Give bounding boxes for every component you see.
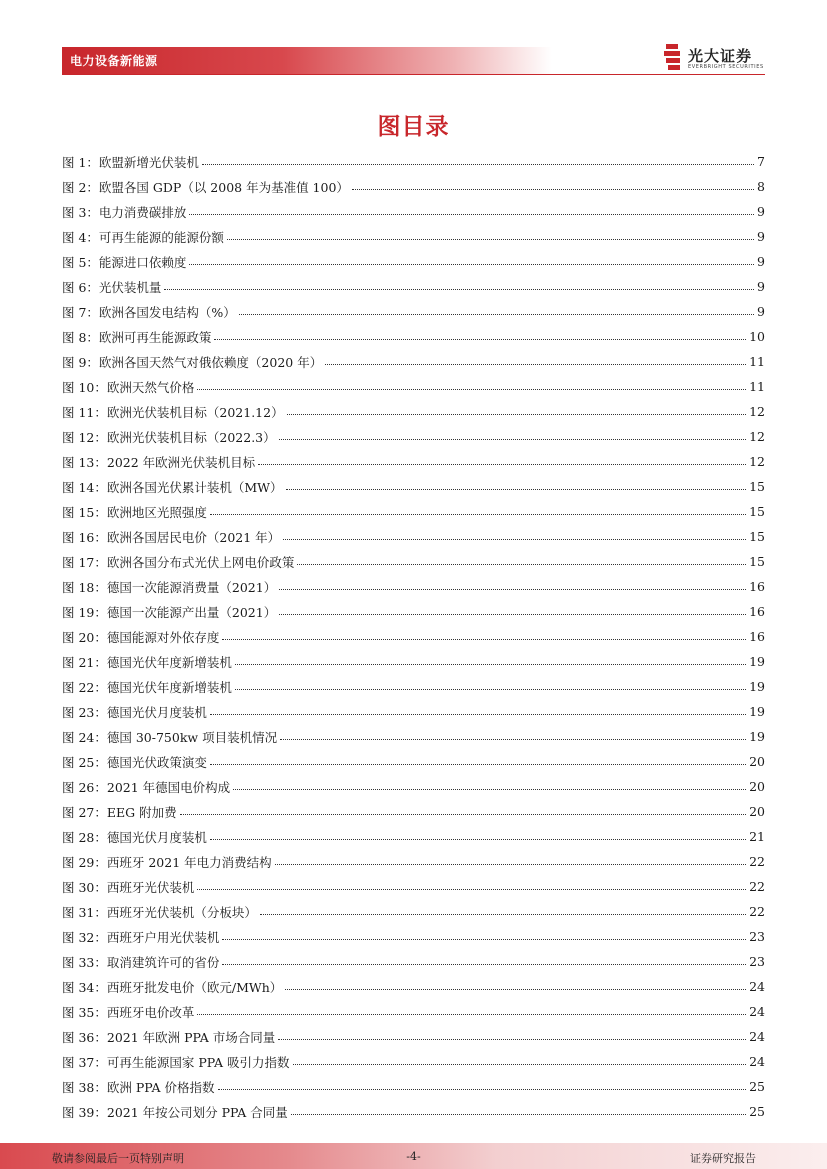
toc-dot-leader [222, 939, 746, 940]
toc-dot-leader [214, 339, 746, 340]
toc-entry[interactable] [62, 999, 765, 1024]
toc-dot-leader [235, 664, 746, 665]
toc-entry[interactable] [62, 849, 765, 874]
toc-entry-label: 图 29：西班牙 2021 年电力消费结构 [62, 854, 272, 870]
toc-entry[interactable] [62, 474, 765, 499]
page-title: 图目录 [377, 114, 450, 140]
toc-dot-leader [291, 1114, 746, 1115]
toc-dot-leader [210, 514, 746, 515]
toc-entry-page: 9 [757, 279, 765, 294]
toc-entry-label: 图 22：德国光伏年度新增装机 [62, 679, 232, 695]
footer-report-type: 证券研究报告 [690, 1152, 756, 1165]
toc-entry[interactable] [62, 524, 765, 549]
toc-entry-page: 16 [749, 579, 765, 594]
toc-dot-leader [278, 1039, 746, 1040]
toc-entry-page: 15 [749, 554, 765, 569]
toc-entry[interactable] [62, 149, 765, 174]
toc-entry-page: 16 [749, 629, 765, 644]
toc-dot-leader [325, 364, 746, 365]
logo [664, 44, 766, 74]
toc-entry[interactable] [62, 199, 765, 224]
toc-entry[interactable] [62, 1024, 765, 1049]
toc-entry-label: 图 8：欧洲可再生能源政策 [62, 329, 212, 345]
toc-dot-leader [260, 914, 746, 915]
toc-entry-page: 16 [749, 604, 765, 619]
toc-entry-label: 图 28：德国光伏月度装机 [62, 829, 207, 845]
toc-dot-leader [197, 1014, 746, 1015]
toc-entry-page: 19 [749, 704, 765, 719]
toc-entry[interactable] [62, 449, 765, 474]
toc-dot-leader [285, 989, 746, 990]
toc-entry-page: 22 [749, 904, 765, 919]
toc-entry[interactable] [62, 949, 765, 974]
toc-entry-page: 21 [749, 829, 765, 844]
page-number: -4- [406, 1150, 421, 1163]
toc-dot-leader [293, 1064, 747, 1065]
toc-entry-label: 图 36：2021 年欧洲 PPA 市场合同量 [62, 1029, 276, 1045]
toc-entry-label: 图 31：西班牙光伏装机（分板块） [62, 904, 257, 920]
toc-entry-page: 9 [757, 304, 765, 319]
toc-entry[interactable] [62, 749, 765, 774]
toc-entry-label: 图 5：能源进口依赖度 [62, 254, 187, 270]
toc-entry[interactable] [62, 424, 765, 449]
toc-entry-label: 图 14：欧洲各国光伏累计装机（MW） [62, 479, 283, 495]
toc-entry-label: 图 27：EEG 附加费 [62, 804, 177, 820]
toc-entry-label: 图 3：电力消费碳排放 [62, 204, 187, 220]
toc-dot-leader [297, 564, 746, 565]
toc-entry[interactable] [62, 724, 765, 749]
toc-dot-leader [258, 464, 746, 465]
toc-dot-leader [279, 589, 746, 590]
toc-entry-label: 图 19：德国一次能源产出量（2021） [62, 604, 277, 620]
toc-entry-label: 图 21：德国光伏年度新增装机 [62, 654, 232, 670]
toc-entry-page: 15 [749, 479, 765, 494]
header-section-title: 电力设备新能源 [70, 54, 158, 68]
logo-subtext: EVERBRIGHT SECURITIES [688, 64, 764, 70]
toc-entry[interactable] [62, 399, 765, 424]
logo-text: 光大证券 [688, 47, 753, 65]
toc-dot-leader [279, 614, 746, 615]
toc-dot-leader [189, 214, 754, 215]
toc-dot-leader [210, 714, 746, 715]
toc-entry[interactable] [62, 824, 765, 849]
toc-dot-leader [352, 189, 754, 190]
toc-dot-leader [210, 839, 746, 840]
toc-entry-page: 11 [749, 379, 765, 394]
toc-entry-page: 9 [757, 204, 765, 219]
toc-entry-label: 图 1：欧盟新增光伏装机 [62, 154, 199, 170]
footer-disclaimer: 敬请参阅最后一页特别声明 [52, 1152, 184, 1165]
toc-entry-page: 9 [757, 229, 765, 244]
toc-dot-leader [287, 414, 747, 415]
header-divider [62, 74, 765, 75]
toc-entry[interactable] [62, 349, 765, 374]
toc-entry[interactable] [62, 924, 765, 949]
toc-entry[interactable] [62, 499, 765, 524]
toc-entry-page: 19 [749, 679, 765, 694]
toc-entry-page: 20 [749, 779, 765, 794]
toc-entry-page: 24 [749, 1029, 765, 1044]
toc-entry-page: 7 [757, 154, 765, 169]
toc-entry-label: 图 37：可再生能源国家 PPA 吸引力指数 [62, 1054, 290, 1070]
toc-entry[interactable] [62, 699, 765, 724]
toc-entry-label: 图 10：欧洲天然气价格 [62, 379, 195, 395]
toc-entry[interactable] [62, 249, 765, 274]
toc-dot-leader [227, 239, 754, 240]
toc-entry[interactable] [62, 574, 765, 599]
toc-entry-label: 图 16：欧洲各国居民电价（2021 年） [62, 529, 281, 545]
toc-entry[interactable] [62, 274, 765, 299]
toc-entry-label: 图 32：西班牙户用光伏装机 [62, 929, 220, 945]
toc-dot-leader [286, 489, 747, 490]
toc-entry-page: 20 [749, 754, 765, 769]
toc-dot-leader [275, 864, 746, 865]
toc-entry-label: 图 24：德国 30-750kw 项目装机情况 [62, 729, 278, 745]
toc-entry[interactable] [62, 299, 765, 324]
toc-entry-page: 10 [749, 329, 765, 344]
toc-entry[interactable] [62, 224, 765, 249]
toc-entry-page: 23 [749, 929, 765, 944]
toc-dot-leader [280, 739, 746, 740]
figure-index-list [62, 149, 765, 1124]
toc-entry-page: 24 [749, 1004, 765, 1019]
toc-entry-page: 22 [749, 854, 765, 869]
toc-entry-page: 9 [757, 254, 765, 269]
toc-entry-label: 图 13：2022 年欧洲光伏装机目标 [62, 454, 256, 470]
toc-dot-leader [164, 289, 754, 290]
toc-dot-leader [180, 814, 747, 815]
toc-entry-label: 图 26：2021 年德国电价构成 [62, 779, 231, 795]
toc-dot-leader [197, 389, 746, 390]
toc-entry[interactable] [62, 1074, 765, 1099]
toc-dot-leader [239, 314, 754, 315]
toc-entry-page: 20 [749, 804, 765, 819]
toc-entry-page: 15 [749, 504, 765, 519]
toc-entry-label: 图 38：欧洲 PPA 价格指数 [62, 1079, 215, 1095]
toc-entry-label: 图 39：2021 年按公司划分 PPA 合同量 [62, 1104, 288, 1120]
toc-entry[interactable] [62, 874, 765, 899]
toc-entry-page: 22 [749, 879, 765, 894]
toc-dot-leader [283, 539, 746, 540]
toc-entry-page: 11 [749, 354, 765, 369]
toc-dot-leader [189, 264, 754, 265]
toc-entry-page: 12 [749, 429, 765, 444]
toc-entry[interactable] [62, 674, 765, 699]
toc-entry-label: 图 20：德国能源对外依存度 [62, 629, 220, 645]
toc-entry-label: 图 6：光伏装机量 [62, 279, 162, 295]
toc-entry-label: 图 30：西班牙光伏装机 [62, 879, 195, 895]
toc-entry[interactable] [62, 899, 765, 924]
toc-dot-leader [279, 439, 746, 440]
toc-entry-page: 25 [749, 1104, 765, 1119]
toc-entry-page: 12 [749, 404, 765, 419]
toc-entry-page: 12 [749, 454, 765, 469]
toc-entry-page: 23 [749, 954, 765, 969]
toc-entry-page: 24 [749, 1054, 765, 1069]
toc-entry[interactable] [62, 374, 765, 399]
toc-dot-leader [218, 1089, 747, 1090]
toc-entry-label: 图 23：德国光伏月度装机 [62, 704, 207, 720]
toc-entry-label: 图 12：欧洲光伏装机目标（2022.3） [62, 429, 276, 445]
toc-entry[interactable] [62, 1099, 765, 1124]
toc-entry[interactable] [62, 624, 765, 649]
toc-dot-leader [222, 964, 746, 965]
toc-dot-leader [235, 689, 746, 690]
toc-dot-leader [202, 164, 754, 165]
toc-entry-label: 图 35：西班牙电价改革 [62, 1004, 195, 1020]
toc-entry-label: 图 25：德国光伏政策演变 [62, 754, 207, 770]
toc-dot-leader [210, 764, 746, 765]
toc-entry-label: 图 34：西班牙批发电价（欧元/MWh） [62, 979, 283, 995]
toc-entry[interactable] [62, 649, 765, 674]
toc-entry-label: 图 11：欧洲光伏装机目标（2021.12） [62, 404, 284, 420]
toc-entry[interactable] [62, 174, 765, 199]
toc-entry[interactable] [62, 974, 765, 999]
toc-entry-label: 图 15：欧洲地区光照强度 [62, 504, 207, 520]
toc-entry[interactable] [62, 774, 765, 799]
toc-entry-page: 24 [749, 979, 765, 994]
logo-mark-icon [664, 44, 684, 72]
toc-entry-label: 图 4：可再生能源的能源份额 [62, 229, 224, 245]
toc-entry-page: 15 [749, 529, 765, 544]
toc-entry-label: 图 7：欧洲各国发电结构（%） [62, 304, 236, 320]
toc-entry-page: 19 [749, 654, 765, 669]
toc-dot-leader [222, 639, 746, 640]
toc-dot-leader [233, 789, 746, 790]
toc-entry[interactable] [62, 1049, 765, 1074]
toc-entry-page: 25 [749, 1079, 765, 1094]
toc-entry[interactable] [62, 324, 765, 349]
toc-entry-page: 19 [749, 729, 765, 744]
toc-dot-leader [197, 889, 746, 890]
toc-entry-label: 图 33：取消建筑许可的省份 [62, 954, 220, 970]
toc-entry[interactable] [62, 549, 765, 574]
toc-entry-label: 图 9：欧洲各国天然气对俄依赖度（2020 年） [62, 354, 323, 370]
toc-entry-label: 图 2：欧盟各国 GDP（以 2008 年为基准值 100） [62, 179, 349, 195]
toc-entry[interactable] [62, 799, 765, 824]
toc-entry-label: 图 17：欧洲各国分布式光伏上网电价政策 [62, 554, 295, 570]
toc-entry[interactable] [62, 599, 765, 624]
toc-entry-label: 图 18：德国一次能源消费量（2021） [62, 579, 277, 595]
toc-entry-page: 8 [757, 179, 765, 194]
